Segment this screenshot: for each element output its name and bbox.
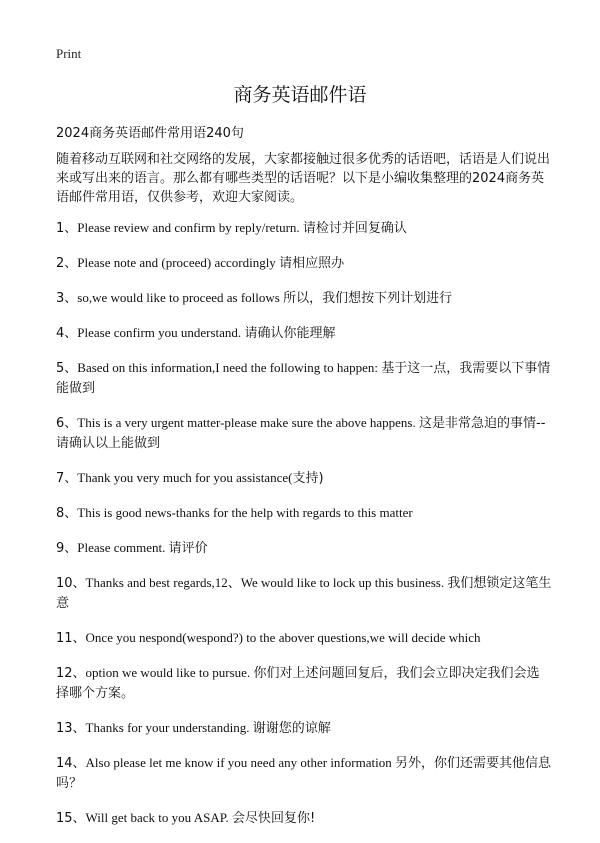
intro-paragraph: 随着移动互联网和社交网络的发展，大家都接触过很多优秀的话语吧，话语是人们说出来或写出来的语言。那么都有哪些类型的话语呢？以下是小编收集整理的2024商务英语邮件常用语，仅供参考，欢迎大家阅读。 [56,152,551,205]
item-number: 14、 [56,756,86,771]
item-english-text: option we would like to pursue. [85,665,254,680]
item-number: 8、 [56,506,78,521]
list-item [56,718,552,738]
item-english-text: Please note and (proceed) accordingly [77,255,280,270]
phrase-list [56,218,552,843]
item-chinese-text: 基于这一点，我需要以下事情能做到 [56,361,551,396]
item-english-text: This is good news-thanks for the help with regards to this matter [77,505,413,520]
list-item [56,413,552,453]
page-subtitle: 2024商务英语邮件常用语240句 [56,126,244,141]
page-title: 商务英语邮件语 [233,84,367,106]
item-chinese-text: 谢谢您的谅解 [252,721,331,736]
item-number: 9、 [56,541,78,556]
list-item [56,218,552,238]
item-number: 13、 [56,721,86,736]
item-english-text: Thanks for your understanding. [85,720,253,735]
item-number: 2、 [56,256,78,271]
list-item [56,573,552,613]
item-chinese-text: 我们想锁定这笔生意 [56,576,552,611]
item-chinese-text: 这是非常急迫的事情--请确认以上能做到 [56,416,546,451]
item-chinese-text: 会尽快回复你! [232,811,316,826]
item-chinese-text: 支持) [292,471,324,486]
item-english-text: Thank you very much for you assistance( [77,470,293,485]
list-item [56,628,552,648]
item-number: 7、 [56,471,78,486]
list-item [56,663,552,703]
item-number: 10、 [56,576,86,591]
item-number: 15、 [56,811,86,826]
list-item [56,288,552,308]
list-item [56,503,552,523]
list-item [56,358,552,398]
list-item [56,253,552,273]
list-item [56,323,552,343]
item-english-text: Please confirm you understand. [77,325,245,340]
item-number: 5、 [56,361,78,376]
item-english-text: so,we would like to proceed as follows [77,290,284,305]
item-chinese-text: 另外，你们还需要其他信息吗？ [56,756,551,791]
item-number: 12、 [56,666,86,681]
item-number: 6、 [56,416,78,431]
item-english-text: Will get back to you ASAP. [85,810,232,825]
item-number: 4、 [56,326,78,341]
item-english-text: Please comment. [77,540,169,555]
list-item [56,468,552,488]
item-chinese-text: 请确认你能理解 [244,326,336,341]
list-item [56,753,552,793]
item-chinese-text: 请评价 [168,541,208,556]
item-english-text: Also please let me know if you need any other information [85,755,395,770]
item-english-text: Please review and confirm by reply/return. [77,220,303,235]
item-number: 1、 [56,221,78,236]
item-english-text: Thanks and best regards,12、We would like to lock up this business. [85,575,448,590]
list-item [56,808,552,828]
item-chinese-text: 所以，我们想按下列计划进行 [283,291,453,306]
item-english-text: Based on this information,I need the following to happen: [77,360,382,375]
item-chinese-text: 请检讨并回复确认 [302,221,407,236]
item-chinese-text: 你们对上述问题回复后，我们会立即决定我们会选择哪个方案。 [56,666,540,701]
print-label: Print [56,46,82,61]
list-item [56,538,552,558]
item-number: 11、 [56,631,86,646]
item-number: 3、 [56,291,78,306]
item-english-text: Once you nespond(wespond?) to the abover questions,we will decide which [85,630,481,645]
item-english-text: This is a very urgent matter-please make sure the above happens. [77,415,419,430]
item-chinese-text: 请相应照办 [279,256,345,271]
